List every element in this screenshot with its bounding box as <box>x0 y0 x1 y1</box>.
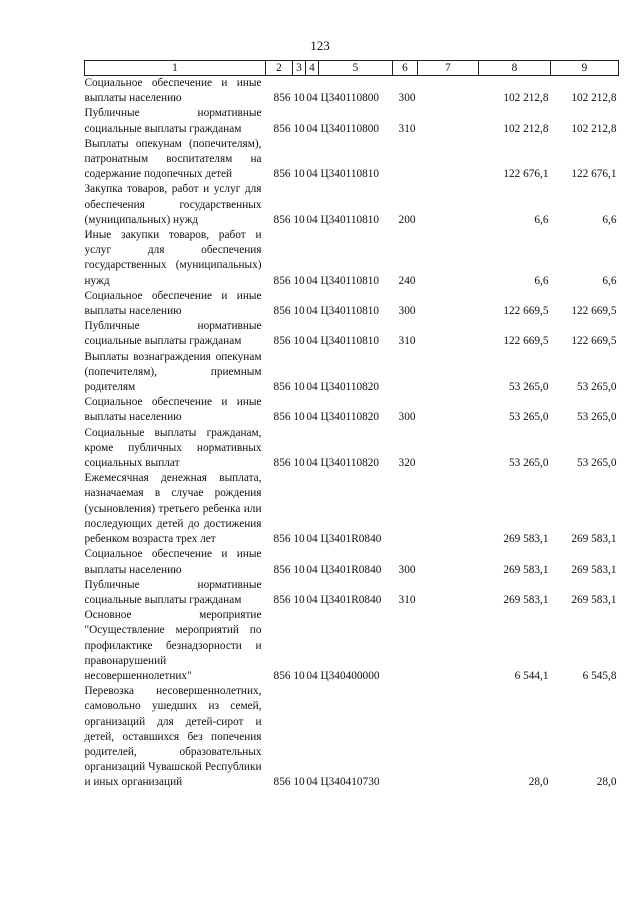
column-7 <box>418 228 479 289</box>
table-row <box>85 547 619 577</box>
ministry-code: 856 <box>273 593 291 606</box>
column-7 <box>418 395 479 425</box>
column-header: 3 <box>293 61 306 76</box>
amount-col-9: 122 669,5 <box>571 335 617 348</box>
row-name: Социальные выплаты гражданам, кроме публичных нормативных социальных выплат <box>84 426 262 470</box>
subsection-code: 04 <box>306 274 318 287</box>
target-article: Ц3401R0840 <box>320 593 382 606</box>
expense-type: 320 <box>398 457 416 470</box>
target-article: Ц340110810 <box>320 305 380 318</box>
section-code: 10 <box>293 168 305 181</box>
expense-type <box>393 350 418 396</box>
subsection-code: 04 <box>306 122 318 135</box>
expense-type: 300 <box>398 305 416 318</box>
table-row <box>85 426 619 472</box>
row-name: Иные закупки товаров, работ и услуг для обеспечения государственных (муниципальных) нужд <box>84 229 262 287</box>
ministry-code: 856 <box>273 274 291 287</box>
subsection-code: 04 <box>306 669 318 682</box>
expense-type <box>393 684 418 790</box>
target-article: Ц3401R0840 <box>320 533 382 546</box>
row-name: Социальное обеспечение и иные выплаты населению <box>84 77 262 105</box>
row-name: Социальное обеспечение и иные выплаты населению <box>84 289 262 318</box>
table-row <box>85 350 619 396</box>
column-header: 6 <box>393 61 418 76</box>
target-article: Ц340110810 <box>320 168 380 181</box>
amount-col-9: 269 583,1 <box>571 563 617 576</box>
column-header: 2 <box>266 61 293 76</box>
row-name: Перевозка несовершеннолетних, самовольно ушедших из семей, организаций для детей-сирот и детей, оставшихся без попечения родителей, образовательных организаций Чувашской Республики и иных организаций <box>84 685 262 789</box>
target-article: Ц340110810 <box>320 274 380 287</box>
amount-col-8: 6,6 <box>534 274 549 287</box>
ministry-code: 856 <box>273 213 291 226</box>
amount-col-8: 53 265,0 <box>508 411 549 424</box>
amount-col-9: 6 545,8 <box>582 669 617 682</box>
row-name: Публичные нормативные социальные выплаты гражданам <box>84 578 262 606</box>
expense-type: 310 <box>398 122 416 135</box>
column-7 <box>418 578 479 608</box>
table-row <box>85 319 619 349</box>
ministry-code: 856 <box>273 168 291 181</box>
expense-type <box>393 471 418 547</box>
section-code: 10 <box>293 776 305 789</box>
amount-col-9: 53 265,0 <box>576 457 617 470</box>
expense-type: 300 <box>398 563 416 576</box>
table-row <box>85 578 619 608</box>
table-row <box>85 608 619 684</box>
target-article: Ц340110800 <box>320 122 380 135</box>
row-name: Основное мероприятие "Осуществление мероприятий по профилактике безнадзорности и правонарушений несовершеннолетних" <box>84 609 262 682</box>
section-code: 10 <box>293 213 305 226</box>
amount-col-9: 53 265,0 <box>576 381 617 394</box>
subsection-code: 04 <box>306 776 318 789</box>
section-code: 10 <box>293 381 305 394</box>
budget-table <box>84 60 619 791</box>
target-article: Ц340110800 <box>320 92 380 105</box>
column-7 <box>418 426 479 472</box>
table-row <box>85 289 619 319</box>
amount-col-8: 53 265,0 <box>508 381 549 394</box>
section-code: 10 <box>293 457 305 470</box>
column-header: 8 <box>479 61 551 76</box>
row-name: Социальное обеспечение и иные выплаты населению <box>84 548 262 576</box>
column-header: 7 <box>418 61 479 76</box>
amount-col-8: 269 583,1 <box>503 593 549 606</box>
subsection-code: 04 <box>306 533 318 546</box>
expense-type <box>393 137 418 183</box>
table-row <box>85 137 619 183</box>
amount-col-8: 269 583,1 <box>503 563 549 576</box>
amount-col-9: 102 212,8 <box>571 122 617 135</box>
table-row <box>85 106 619 136</box>
column-7 <box>418 76 479 107</box>
section-code: 10 <box>293 411 305 424</box>
target-article: Ц340110810 <box>320 213 380 226</box>
expense-type: 310 <box>398 593 416 606</box>
column-header: 9 <box>551 61 619 76</box>
ministry-code: 856 <box>273 533 291 546</box>
row-name: Выплаты опекунам (попечителям), патронатным воспитателям на содержание подопечных детей <box>84 137 262 181</box>
expense-type: 200 <box>398 213 416 226</box>
amount-col-8: 122 669,5 <box>503 305 549 318</box>
expense-type: 300 <box>398 411 416 424</box>
subsection-code: 04 <box>306 563 318 576</box>
subsection-code: 04 <box>306 381 318 394</box>
expense-type: 300 <box>398 92 416 105</box>
column-7 <box>418 547 479 577</box>
amount-col-8: 102 212,8 <box>503 122 549 135</box>
ministry-code: 856 <box>273 381 291 394</box>
subsection-code: 04 <box>306 213 318 226</box>
amount-col-8: 102 212,8 <box>503 92 549 105</box>
target-article: Ц340110820 <box>320 411 380 424</box>
row-name: Публичные нормативные социальные выплаты гражданам <box>84 320 262 348</box>
ministry-code: 856 <box>273 92 291 105</box>
amount-col-8: 122 676,1 <box>503 168 549 181</box>
column-7 <box>418 137 479 183</box>
ministry-code: 856 <box>273 457 291 470</box>
ministry-code: 856 <box>273 669 291 682</box>
ministry-code: 856 <box>273 563 291 576</box>
column-7 <box>418 350 479 396</box>
row-name: Закупка товаров, работ и услуг для обеспечения государственных (муниципальных) нужд <box>84 183 262 226</box>
section-code: 10 <box>293 305 305 318</box>
subsection-code: 04 <box>306 593 318 606</box>
target-article: Ц340110820 <box>320 381 380 394</box>
table-body <box>85 76 619 791</box>
section-code: 10 <box>293 335 305 348</box>
amount-col-8: 28,0 <box>528 776 549 789</box>
ministry-code: 856 <box>273 411 291 424</box>
row-name: Ежемесячная денежная выплата, назначаемая в случае рождения (усыновления) третьего ребенка или последующих детей до достижения ребенком возраста трех лет <box>84 472 262 546</box>
subsection-code: 04 <box>306 168 318 181</box>
column-7 <box>418 684 479 790</box>
amount-col-9: 122 676,1 <box>571 168 617 181</box>
target-article: Ц340410730 <box>320 776 380 789</box>
expense-type: 240 <box>398 274 416 287</box>
amount-col-8: 53 265,0 <box>508 457 549 470</box>
table-row <box>85 228 619 289</box>
amount-col-9: 269 583,1 <box>571 533 617 546</box>
column-header: 4 <box>306 61 319 76</box>
column-7 <box>418 608 479 684</box>
section-code: 10 <box>293 669 305 682</box>
target-article: Ц340400000 <box>320 669 380 682</box>
column-header: 5 <box>319 61 393 76</box>
section-code: 10 <box>293 122 305 135</box>
column-7 <box>418 471 479 547</box>
table-row <box>85 684 619 790</box>
amount-col-9: 269 583,1 <box>571 593 617 606</box>
subsection-code: 04 <box>306 335 318 348</box>
target-article: Ц3401R0840 <box>320 563 382 576</box>
table-row <box>85 76 619 107</box>
subsection-code: 04 <box>306 411 318 424</box>
table-row <box>85 471 619 547</box>
expense-type: 310 <box>398 335 416 348</box>
amount-col-8: 122 669,5 <box>503 335 549 348</box>
target-article: Ц340110810 <box>320 335 380 348</box>
column-7 <box>418 319 479 349</box>
amount-col-9: 122 669,5 <box>571 305 617 318</box>
section-code: 10 <box>293 533 305 546</box>
section-code: 10 <box>293 92 305 105</box>
column-7 <box>418 106 479 136</box>
column-7 <box>418 289 479 319</box>
ministry-code: 856 <box>273 122 291 135</box>
column-header: 1 <box>85 61 266 76</box>
amount-col-9: 102 212,8 <box>571 92 617 105</box>
subsection-code: 04 <box>306 305 318 318</box>
amount-col-9: 28,0 <box>596 776 617 789</box>
expense-type <box>393 608 418 684</box>
ministry-code: 856 <box>273 305 291 318</box>
row-name: Социальное обеспечение и иные выплаты населению <box>84 396 262 424</box>
section-code: 10 <box>293 563 305 576</box>
amount-col-9: 6,6 <box>602 213 617 226</box>
page-number: 123 <box>310 38 330 53</box>
amount-col-8: 269 583,1 <box>503 533 549 546</box>
column-7 <box>418 182 479 228</box>
table-row <box>85 395 619 425</box>
row-name: Выплаты вознаграждения опекунам (попечителям), приемным родителям <box>84 350 262 394</box>
amount-col-8: 6,6 <box>534 213 549 226</box>
amount-col-8: 6 544,1 <box>514 669 549 682</box>
amount-col-9: 6,6 <box>602 274 617 287</box>
table-header <box>85 61 619 76</box>
subsection-code: 04 <box>306 457 318 470</box>
ministry-code: 856 <box>273 335 291 348</box>
section-code: 10 <box>293 274 305 287</box>
row-name: Публичные нормативные социальные выплаты гражданам <box>84 107 262 135</box>
table-row <box>85 182 619 228</box>
section-code: 10 <box>293 593 305 606</box>
subsection-code: 04 <box>306 92 318 105</box>
amount-col-9: 53 265,0 <box>576 411 617 424</box>
target-article: Ц340110820 <box>320 457 380 470</box>
ministry-code: 856 <box>273 776 291 789</box>
